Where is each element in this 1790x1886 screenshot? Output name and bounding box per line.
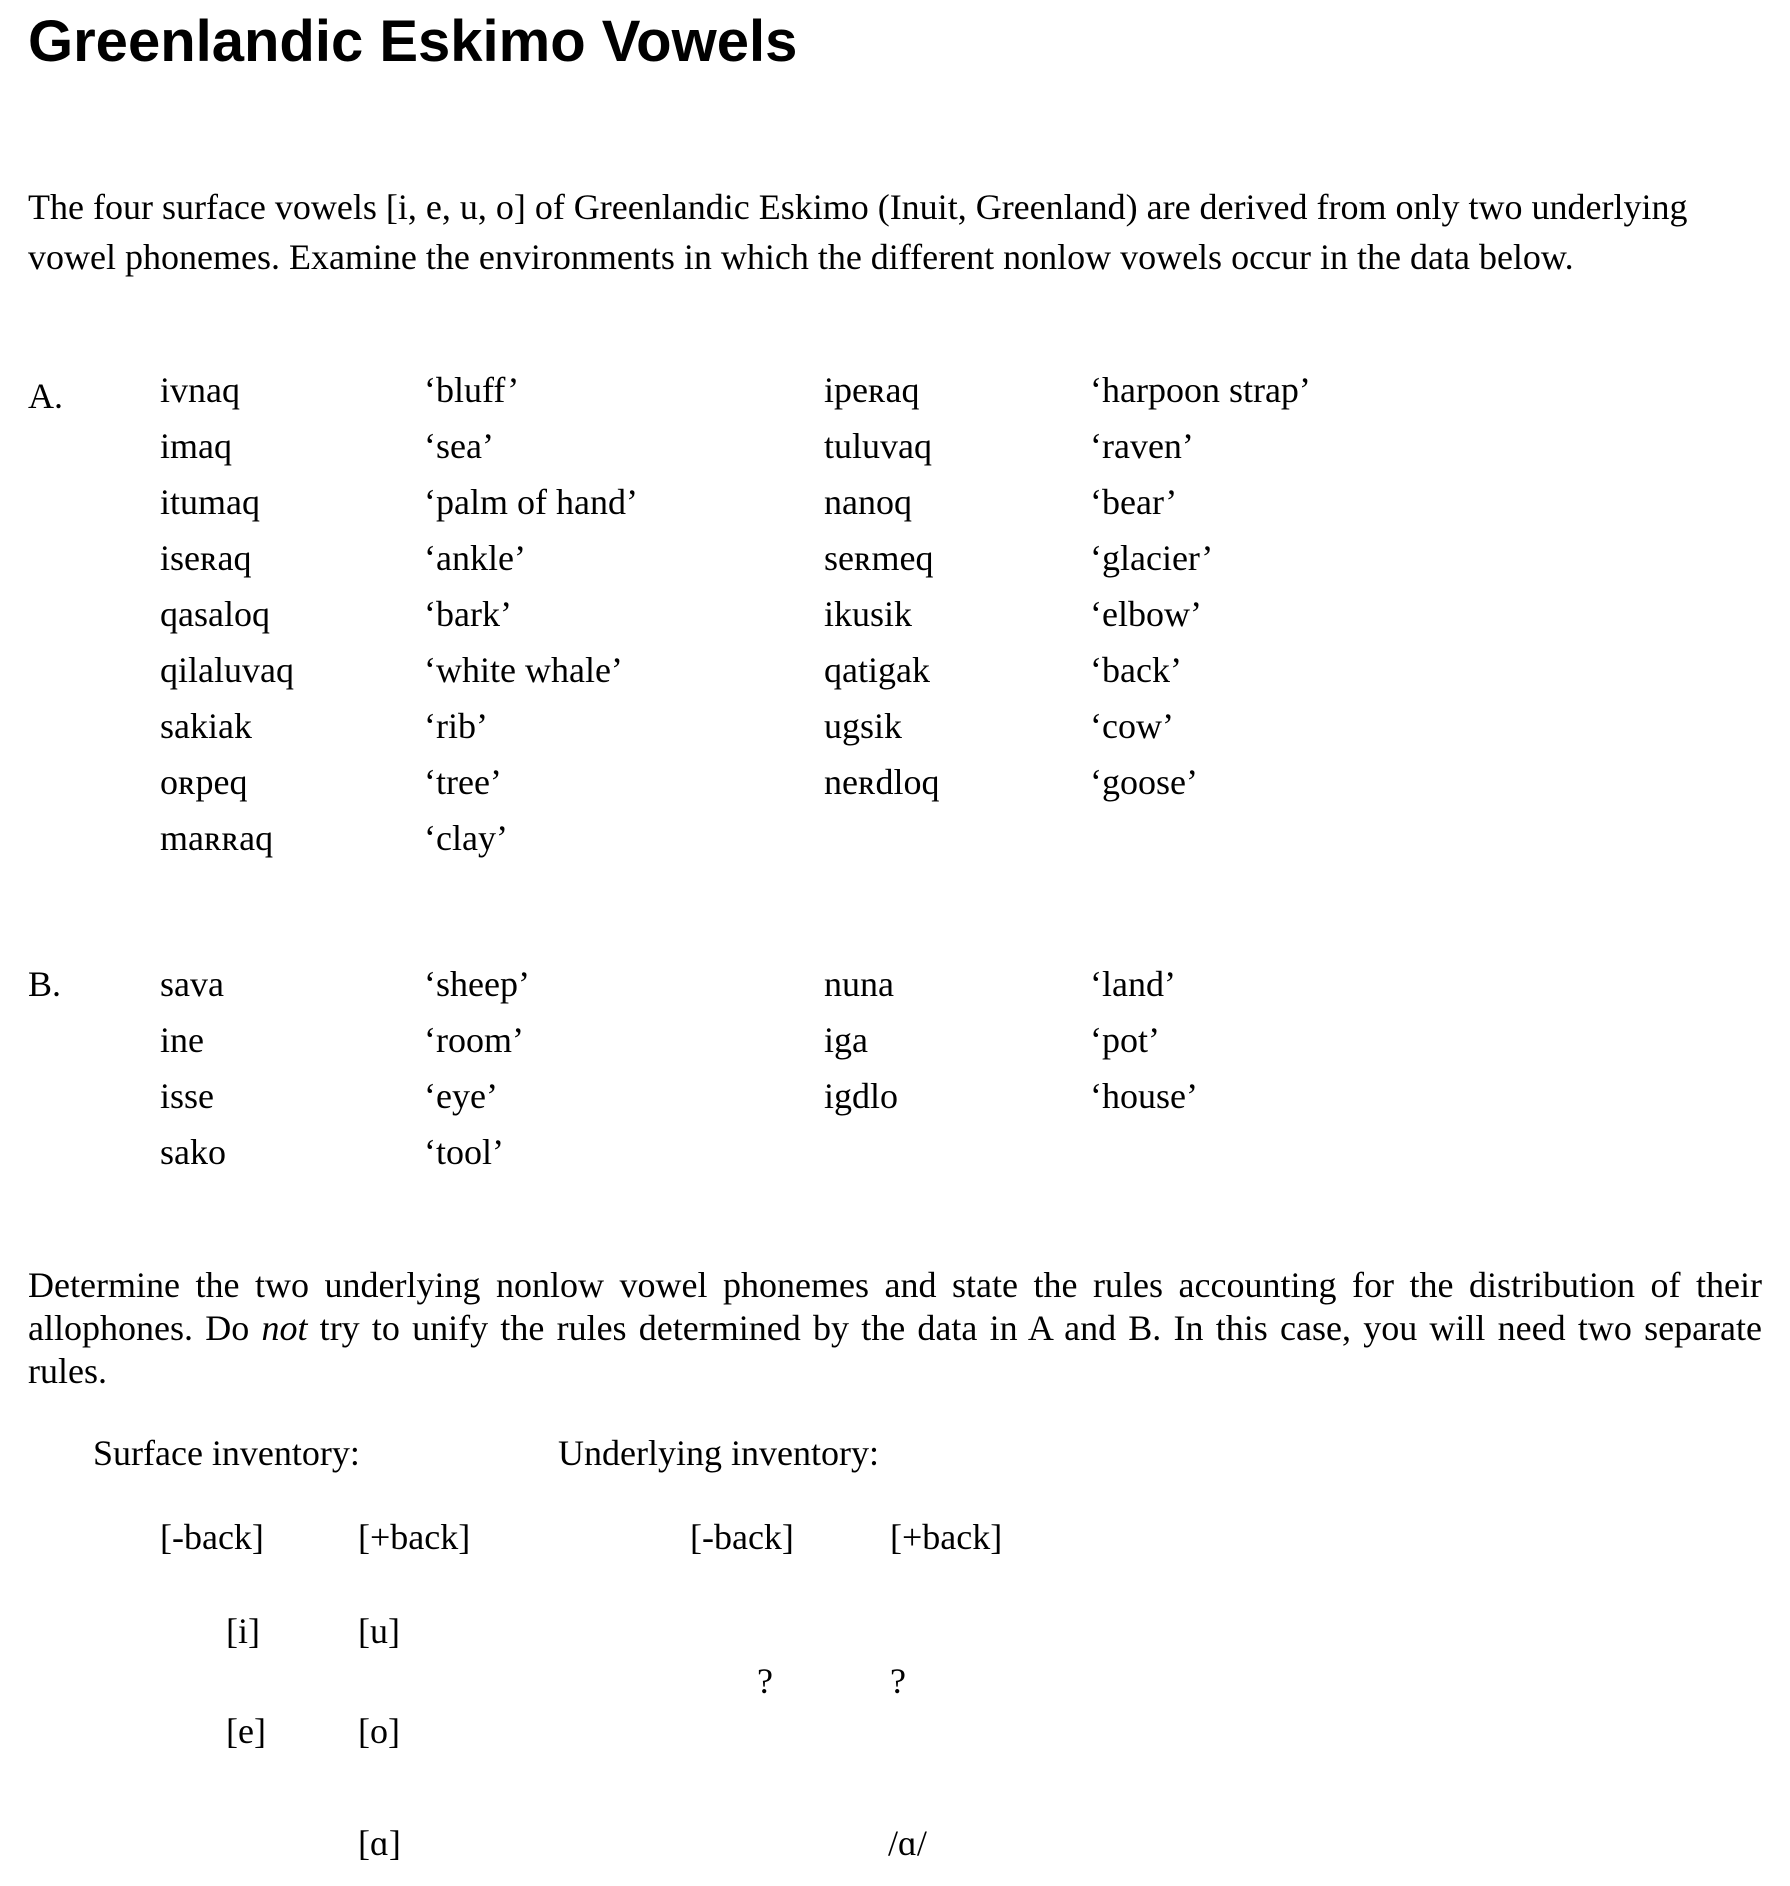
example-word: qasaloq: [160, 594, 270, 634]
underlying-neg-back-header: [-back]: [690, 1517, 794, 1557]
example-gloss: ‘sheep’: [424, 964, 530, 1004]
example-gloss: ‘cow’: [1090, 706, 1174, 746]
example-gloss: ‘glacier’: [1090, 538, 1214, 578]
example-word: seʀmeq: [824, 538, 934, 578]
example-word: maʀʀaq: [160, 818, 274, 858]
example-word: isse: [160, 1076, 214, 1116]
example-word: imaq: [160, 426, 232, 466]
example-word: iseʀaq: [160, 538, 252, 578]
example-word: ugsik: [824, 706, 903, 746]
example-word: oʀpeq: [160, 762, 248, 802]
example-word: ipeʀaq: [824, 370, 920, 410]
example-word: ivnaq: [160, 370, 240, 410]
example-word: sava: [160, 964, 224, 1004]
example-word: ikusik: [824, 594, 913, 634]
example-gloss: ‘sea’: [424, 426, 494, 466]
example-gloss: ‘room’: [424, 1020, 524, 1060]
intro-paragraph: The four surface vowels [i, e, u, o] of Greenlandic Eskimo (Inuit, Greenland) are derived from only two underlying vowel phonemes. Examine the environments in which the different nonlow vowels occur in the data below.: [28, 187, 1688, 277]
example-word: itumaq: [160, 482, 260, 522]
example-gloss: ‘harpoon strap’: [1090, 370, 1311, 410]
example-gloss: ‘rib’: [424, 706, 488, 746]
instructions-part2: try to unify the rules determined by the data in A and B. In this case, you will need two separate rules.: [28, 1308, 1762, 1391]
example-gloss: ‘house’: [1090, 1076, 1198, 1116]
surface-vowel-i: [i]: [226, 1611, 260, 1651]
example-gloss: ‘tool’: [424, 1132, 504, 1172]
surface-neg-back-header: [-back]: [160, 1517, 264, 1557]
example-word: tuluvaq: [824, 426, 932, 466]
underlying-pos-back-header: [+back]: [890, 1517, 1003, 1557]
underlying-phoneme-a: /ɑ/: [888, 1823, 927, 1863]
example-gloss: ‘goose’: [1090, 762, 1198, 802]
underlying-inventory-label: Underlying inventory:: [558, 1433, 879, 1473]
section-b-col1-glosses: [424, 956, 530, 1180]
surface-vowel-e: [e]: [226, 1711, 266, 1751]
instructions-emphasis: not: [261, 1308, 308, 1348]
example-word: sako: [160, 1132, 226, 1172]
example-word: iga: [824, 1020, 868, 1060]
section-a-col2-glosses: [1090, 362, 1311, 810]
example-word: qatigak: [824, 650, 930, 690]
example-word: nanoq: [824, 482, 912, 522]
example-gloss: ‘ankle’: [424, 538, 526, 578]
example-word: nuna: [824, 964, 894, 1004]
example-gloss: ‘bark’: [424, 594, 512, 634]
example-gloss: ‘white whale’: [424, 650, 623, 690]
example-gloss: ‘clay’: [424, 818, 508, 858]
section-b-col2-words: [824, 956, 898, 1124]
underlying-unknown-front: ?: [757, 1661, 773, 1701]
section-b-label: B.: [28, 964, 62, 1004]
example-gloss: ‘land’: [1090, 964, 1176, 1004]
example-word: qilaluvaq: [160, 650, 294, 690]
surface-vowel-u: [u]: [358, 1611, 400, 1651]
instructions-part1: Determine the two underlying nonlow vowel phonemes and state the rules accounting for the distribution of their allophones. Do: [28, 1265, 1762, 1348]
section-a-label: A.: [28, 376, 63, 416]
section-a-col1-glosses: [424, 362, 638, 866]
example-gloss: ‘elbow’: [1090, 594, 1202, 634]
example-gloss: ‘bluff’: [424, 370, 520, 410]
example-word: igdlo: [824, 1076, 899, 1116]
example-gloss: ‘back’: [1090, 650, 1182, 690]
example-word: neʀdloq: [824, 762, 940, 802]
instructions-paragraph: [28, 1264, 1762, 1393]
example-word: ine: [160, 1020, 204, 1060]
example-gloss: ‘tree’: [424, 762, 502, 802]
example-gloss: ‘pot’: [1090, 1020, 1160, 1060]
example-gloss: ‘bear’: [1090, 482, 1178, 522]
section-a-col2-words: [824, 362, 940, 810]
surface-pos-back-header: [+back]: [358, 1517, 471, 1557]
underlying-unknown-back: ?: [890, 1661, 906, 1701]
example-gloss: ‘raven’: [1090, 426, 1194, 466]
section-a-col1-words: [160, 362, 294, 866]
section-b-col2-glosses: [1090, 956, 1198, 1124]
example-gloss: ‘eye’: [424, 1076, 498, 1116]
surface-vowel-o: [o]: [358, 1711, 400, 1751]
example-gloss: ‘palm of hand’: [424, 482, 638, 522]
page-title: Greenlandic Eskimo Vowels: [28, 9, 798, 74]
example-word: sakiak: [160, 706, 252, 746]
surface-inventory-label: Surface inventory:: [93, 1433, 360, 1473]
section-b-col1-words: [160, 956, 226, 1180]
surface-vowel-a: [ɑ]: [358, 1823, 401, 1863]
